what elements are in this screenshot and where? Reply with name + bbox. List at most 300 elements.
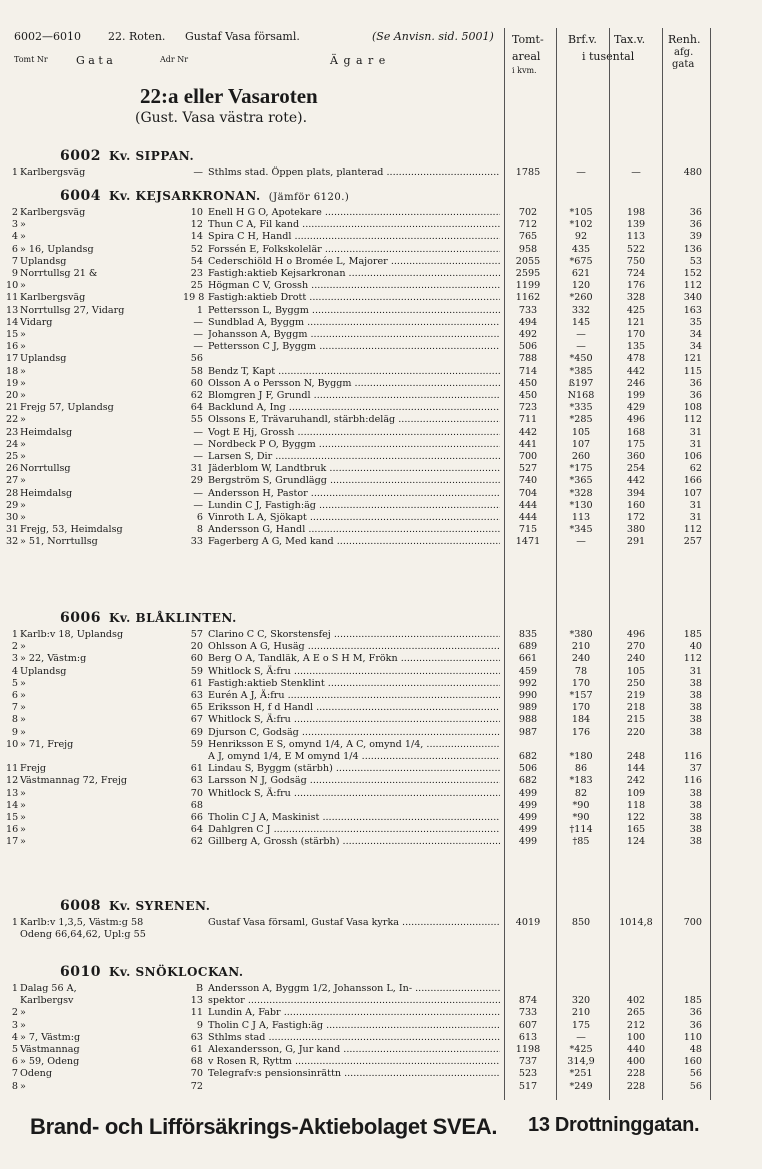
owner-cell: Cederschiöld H o Bromée L, Majorer ..... [208,255,500,268]
renh-cell: 112 [683,414,702,426]
renh-cell: 40 [689,641,702,653]
table-row [0,823,762,836]
address-number-cell: 54 [190,255,203,267]
lot-number: 21 [6,402,19,414]
brf-value-cell: *335 [569,402,593,414]
table-row [0,835,762,848]
brf-value-cell: — [576,329,586,340]
street-cell: » [20,836,26,848]
street-cell: » [20,377,26,389]
brf-value-cell: 105 [571,426,591,438]
col-tomt-nr: Tomt Nr [14,55,48,64]
brf-value-cell: *157 [569,690,593,701]
street-cell: » [20,1080,26,1092]
owner-cell: Sthlms stad ..... [208,1031,500,1044]
lot-number: 18 [6,365,19,377]
col-renh: Renh. [668,33,701,46]
street-cell: Karlbergsv [20,995,74,1007]
tax-value-cell: 109 [626,787,646,799]
street-cell: Heimdalsg [20,487,73,499]
lot-number: 5 [11,1044,18,1055]
renh-cell: 38 [689,812,702,823]
brf-value-cell: 260 [571,451,591,462]
address-number-cell: 8 [196,524,203,536]
lot-number: 29 [6,499,19,511]
owner-cell: Whitlock S, Ä:fru ..... [208,713,500,726]
brf-value-cell: *90 [572,799,590,811]
renh-cell: 160 [683,1056,702,1068]
areal-cell: 723 [518,402,538,414]
table-row [0,1067,762,1080]
areal-cell: 989 [518,702,538,714]
block-number: 6010 [60,964,101,980]
owner-cell: Lundin A, Fabr ..... [208,1006,500,1019]
street-cell: » [20,329,26,340]
owner-cell: Backlund A, Ing ..... [208,401,500,414]
street-cell: » [20,677,26,689]
address-number-cell: 63 [190,690,203,701]
street-cell: » 7, Västm:g [20,1031,81,1043]
address-number-cell: 14 [190,231,203,243]
table-row [0,677,762,690]
brf-value-cell: N168 [567,390,595,401]
street-cell: » [20,219,26,231]
renh-cell: 36 [689,390,702,401]
owner-cell: Tholin C J A, Fastigh:äg ..... [208,1019,500,1032]
address-number-cell: 70 [190,787,203,799]
street-cell: » [20,1007,26,1019]
address-number-cell: 62 [190,390,203,401]
col-brf: Brf.v. [568,33,597,46]
street-cell: » [20,702,26,714]
owner-cell: Fagerberg A G, Med kand ..... [208,535,500,548]
address-number-cell: 20 [190,641,203,653]
table-row [0,994,762,1007]
renh-cell: 36 [689,1019,702,1031]
areal-cell: 450 [518,377,538,389]
areal-cell: 506 [518,763,538,775]
street-cell: » [20,690,26,701]
street-cell: » [20,341,26,353]
renh-cell: 166 [683,475,702,487]
renh-cell: 31 [689,426,702,438]
tax-value-cell: 139 [626,219,646,231]
renh-cell: 115 [683,365,702,377]
tax-value-cell: 360 [626,451,646,462]
renh-cell: 106 [683,451,702,462]
lot-number: 27 [6,475,19,487]
areal-cell: 990 [518,690,538,701]
brf-value-cell: *183 [569,775,593,787]
tax-value-cell: 172 [626,512,646,523]
owner-cell: Alexandersson, G, Jur kand ..... [208,1043,500,1056]
block-heading [60,898,218,914]
table-row [0,401,762,414]
areal-cell: 689 [518,641,538,653]
lot-number: 17 [6,353,19,365]
col-adr-nr: Adr Nr [160,55,189,64]
street-cell: » 59, Odeng [20,1056,80,1068]
lot-number: 7 [11,702,18,714]
tax-value-cell: 215 [626,714,646,726]
street-cell: Karlbergsväg [20,167,86,178]
address-number-cell: 61 [190,763,203,775]
renh-cell: 152 [683,268,702,279]
areal-cell: 988 [518,714,538,726]
brf-value-cell: *130 [569,499,593,511]
renh-cell: 185 [683,995,702,1007]
address-number-cell: — [193,329,203,340]
tax-value-cell: 165 [626,824,646,836]
address-number-cell: 11 [190,1007,203,1019]
street-cell: » 22, Västm:g [20,653,87,665]
lot-number: 4 [11,665,18,677]
lot-number: 15 [6,812,19,823]
address-number-cell: 6 [196,512,203,523]
address-number-cell: 59 [190,738,203,750]
block-name: Kv. KEJSARKRONAN. [108,189,261,203]
areal-cell: 992 [518,677,538,689]
tax-value-cell: 121 [626,316,646,328]
brf-value-cell: 113 [571,512,591,523]
owner-cell: Jäderblom W, Landtbruk ..... [208,462,500,475]
lot-number: 26 [6,463,19,475]
street-cell: » [20,512,26,523]
renh-cell: 38 [689,799,702,811]
areal-cell: 702 [518,207,538,218]
address-number-cell: 69 [190,726,203,738]
address-number-cell: 52 [190,243,203,255]
street-cell: » [20,714,26,726]
owner-cell: Whitlock S, Ä:fru ..... [208,787,500,800]
renh-cell: 700 [683,917,702,928]
renh-cell: 112 [683,653,702,665]
table-row [0,928,762,941]
tax-value-cell: 246 [626,377,646,389]
brf-value-cell: †114 [569,824,593,836]
renh-cell: 36 [689,1007,702,1019]
lot-number: 3 [11,1019,18,1031]
lot-number: 14 [6,799,19,811]
tax-value-cell: 400 [626,1056,646,1068]
areal-cell: 2595 [515,268,541,279]
brf-value-cell: *260 [569,292,593,304]
address-number-cell: 19 8 [183,292,205,304]
lot-number: 17 [6,836,19,848]
brf-value-cell: *102 [569,219,593,231]
col-gata: G a t a [76,54,113,67]
street-cell: Frejg [20,763,47,775]
owner-cell: Tholin C J A, Maskinist ..... [208,811,500,824]
owner-cell: Blomgren J F, Grundl ..... [208,389,500,402]
areal-cell: 499 [518,787,538,799]
lot-number: 11 [6,292,19,304]
lot-number: 11 [6,763,19,775]
tax-value-cell: 425 [626,304,646,316]
lot-number: 7 [11,1068,18,1080]
brf-value-cell: — [576,1031,586,1043]
areal-cell: 506 [518,341,538,353]
address-number-cell: 66 [190,812,203,823]
table-row [0,291,762,304]
table-row [0,487,762,500]
street-cell: » [20,1019,26,1031]
owner-cell: Olsson A o Persson N, Byggm ..... [208,377,500,390]
street-cell: Karlb:v 18, Uplandsg [20,629,124,640]
table-row [0,316,762,329]
address-number-cell: — [193,316,203,328]
areal-cell: 2055 [515,255,541,267]
address-number-cell: 1 [196,304,203,316]
table-row [0,628,762,641]
street-cell: Frejg 57, Uplandsg [20,402,114,414]
reference-note: (Se Anvisn. sid. 5001) [372,30,494,43]
tax-value-cell: 291 [626,536,646,548]
tax-value-cell: 175 [626,438,646,450]
table-row [0,499,762,512]
tax-value-cell: 496 [626,414,646,426]
lot-number: 4 [11,231,18,243]
lot-number: 3 [11,653,18,665]
street-cell: Västmannag [20,1044,80,1055]
tax-value-cell: 242 [626,775,646,787]
areal-cell: 442 [518,426,538,438]
tax-value-cell: 440 [626,1044,646,1055]
street-cell: » [20,812,26,823]
areal-cell: 740 [518,475,538,487]
owner-cell: A J, omynd 1/4, E M omynd 1/4 ..... [208,750,500,763]
street-cell: » 51, Norrtullsg [20,536,98,548]
areal-cell: 765 [518,231,538,243]
address-number-cell: 58 [190,365,203,377]
tax-value-cell: 135 [626,341,646,353]
renh-cell: 37 [689,763,702,775]
street-cell: » [20,231,26,243]
owner-cell: Clarino C C, Skorstensfej ..... [208,628,500,641]
owner-cell: spektor ..... [208,994,500,1007]
tax-value-cell: — [631,167,641,178]
renh-cell: 36 [689,219,702,231]
address-number-cell: — [193,451,203,462]
areal-cell: 4019 [515,917,541,928]
street-cell: Karlbergsväg [20,292,86,304]
address-number-cell: 25 [190,280,203,292]
address-number-cell: 67 [190,714,203,726]
tax-value-cell: 265 [626,1007,646,1019]
lot-number: 23 [6,426,19,438]
address-number-cell: 68 [190,1056,203,1068]
tax-value-cell: 118 [626,799,646,811]
street-cell: Odeng [20,1068,53,1080]
areal-cell: 444 [518,499,538,511]
owner-cell: Högman C V, Grossh ..... [208,279,500,292]
address-number-cell: 59 [190,665,203,677]
areal-cell: 1785 [515,167,541,178]
brf-value-cell: 82 [574,787,588,799]
renh-cell: 38 [689,714,702,726]
tax-value-cell: 402 [626,995,646,1007]
table-row [0,916,762,929]
brf-value-cell: *180 [569,751,593,762]
street-cell: » [20,641,26,653]
street-cell: » [20,799,26,811]
owner-cell: Bergström S, Grundlägg ..... [208,474,500,487]
renh-cell: 116 [683,751,702,762]
owner-cell: Ohlsson A G, Husäg ..... [208,640,500,653]
page-range: 6002—6010 [14,30,81,43]
col-gata-renh: gata [672,59,695,70]
owner-cell: Gillberg A, Grossh (stärbh) ..... [208,835,500,848]
address-number-cell: 55 [190,414,203,426]
brf-value-cell: 210 [571,641,591,653]
areal-cell: 613 [518,1031,538,1043]
owner-cell: Larsen S, Dir ..... [208,450,500,463]
street-cell: Norrtullsg 21 & [20,268,98,279]
areal-cell: 711 [518,414,538,426]
lot-number: 6 [11,243,18,255]
areal-cell: 661 [518,653,538,665]
section-title: 22:a eller Vasaroten [140,84,318,108]
table-row [0,462,762,475]
renh-cell: 53 [689,255,702,267]
col-tax: Tax.v. [614,33,646,46]
table-row [0,166,762,179]
lot-number: 9 [11,268,18,279]
owner-cell: Eurén A J, Ä:fru ..... [208,689,500,702]
tax-value-cell: 394 [626,487,646,499]
table-row [0,774,762,787]
lot-number: 4 [11,1031,18,1043]
street-cell: Uplandsg [20,255,67,267]
table-row [0,523,762,536]
table-row [0,750,762,763]
lot-number: 8 [11,714,18,726]
address-number-cell: — [193,438,203,450]
address-number-cell: 62 [190,836,203,848]
owner-cell: Berg O A, Tandläk, A E o S H M, Frökn ..... [208,652,500,665]
brf-value-cell: 314,9 [567,1056,595,1068]
block-name: Kv. BLÅKLINTEN. [108,611,237,625]
areal-cell: 682 [518,751,538,762]
owner-cell: Thun C A, Fil kand ..... [208,218,500,231]
brf-value-cell: †85 [572,836,590,848]
brf-value-cell: *365 [569,475,593,487]
brf-value-cell: 850 [571,917,591,928]
owner-cell: Fastigh:aktieb Drott ..... [208,291,500,304]
table-row [0,1055,762,1068]
renh-cell: 112 [683,524,702,536]
col-tomt-label: Tomt- [512,33,544,46]
tax-value-cell: 170 [626,329,646,340]
table-row [0,1043,762,1056]
address-number-cell: 72 [190,1080,203,1092]
owner-cell: Whitlock S, Ä:fru ..... [208,665,500,678]
tax-value-cell: 160 [626,499,646,511]
lot-number: 15 [6,329,19,340]
footer-company: Brand- och Lifförsäkrings-Aktiebolaget SVEA. [30,1114,498,1139]
tax-value-cell: 1014,8 [619,917,653,928]
tax-value-cell: 100 [626,1031,646,1043]
brf-value-cell: 240 [571,653,591,665]
street-cell: » 71, Frejg [20,738,74,750]
brf-value-cell: *175 [569,463,593,475]
areal-cell: 441 [518,438,538,450]
brf-value-cell: 175 [571,1019,591,1031]
street-cell: Uplandsg [20,665,67,677]
street-cell: Frejg, 53, Heimdalsg [20,524,123,536]
footer-address: 13 Drottninggatan. [528,1114,700,1136]
renh-cell: 38 [689,702,702,714]
lot-number: 12 [6,775,19,787]
tax-value-cell: 328 [626,292,646,304]
address-number-cell: 61 [190,1044,203,1055]
renh-cell: 35 [689,316,702,328]
renh-cell: 38 [689,726,702,738]
parish-label: Gustaf Vasa församl. [185,30,300,43]
tax-value-cell: 724 [626,268,646,279]
lot-number: 1 [11,629,18,640]
renh-cell: 38 [689,836,702,848]
areal-cell: 527 [518,463,538,475]
table-row [0,352,762,365]
areal-cell: 499 [518,812,538,823]
brf-value-cell: 92 [574,231,588,243]
renh-cell: 185 [683,629,702,640]
table-row [0,304,762,317]
owner-cell: Andersson H, Pastor ..... [208,487,500,500]
block-number: 6006 [60,610,101,626]
lot-number: 2 [11,641,18,653]
table-row [0,474,762,487]
brf-value-cell: — [576,341,586,353]
brf-value-cell: *105 [569,207,593,218]
tax-value-cell: 176 [626,280,646,292]
areal-cell: 715 [518,524,538,536]
table-row [0,1019,762,1032]
renh-cell: 34 [689,329,702,340]
lot-number: 30 [6,512,19,523]
table-row [0,389,762,402]
street-cell: Dalag 56 A, [20,983,77,994]
areal-cell: 499 [518,799,538,811]
section-subtitle: (Gust. Vasa västra rote). [135,110,308,126]
street-cell: » [20,451,26,462]
owner-cell: Bendz T, Kapt ..... [208,365,500,378]
address-number-cell: 57 [190,629,203,640]
renh-cell: 34 [689,341,702,353]
owner-cell: Pettersson L, Byggm ..... [208,304,500,317]
brf-value-cell: *90 [572,812,590,823]
lot-number: 1 [11,167,18,178]
table-row [0,511,762,524]
brf-value-cell: 120 [571,280,591,292]
street-cell: Karlb:v 1,3,5, Västm:g 58 [20,917,144,928]
address-number-cell: — [193,499,203,511]
renh-cell: 31 [689,438,702,450]
areal-cell: 499 [518,824,538,836]
lot-number: 13 [6,787,19,799]
renh-cell: 48 [689,1044,702,1055]
brf-value-cell: *380 [569,629,593,640]
tax-value-cell: 122 [626,812,646,823]
brf-value-cell: 145 [571,316,591,328]
owner-cell: Johansson A, Byggm ..... [208,328,500,341]
areal-cell: 737 [518,1056,538,1068]
areal-cell: 450 [518,390,538,401]
tax-value-cell: 124 [626,836,646,848]
street-cell: » [20,787,26,799]
address-number-cell: B [195,983,203,994]
